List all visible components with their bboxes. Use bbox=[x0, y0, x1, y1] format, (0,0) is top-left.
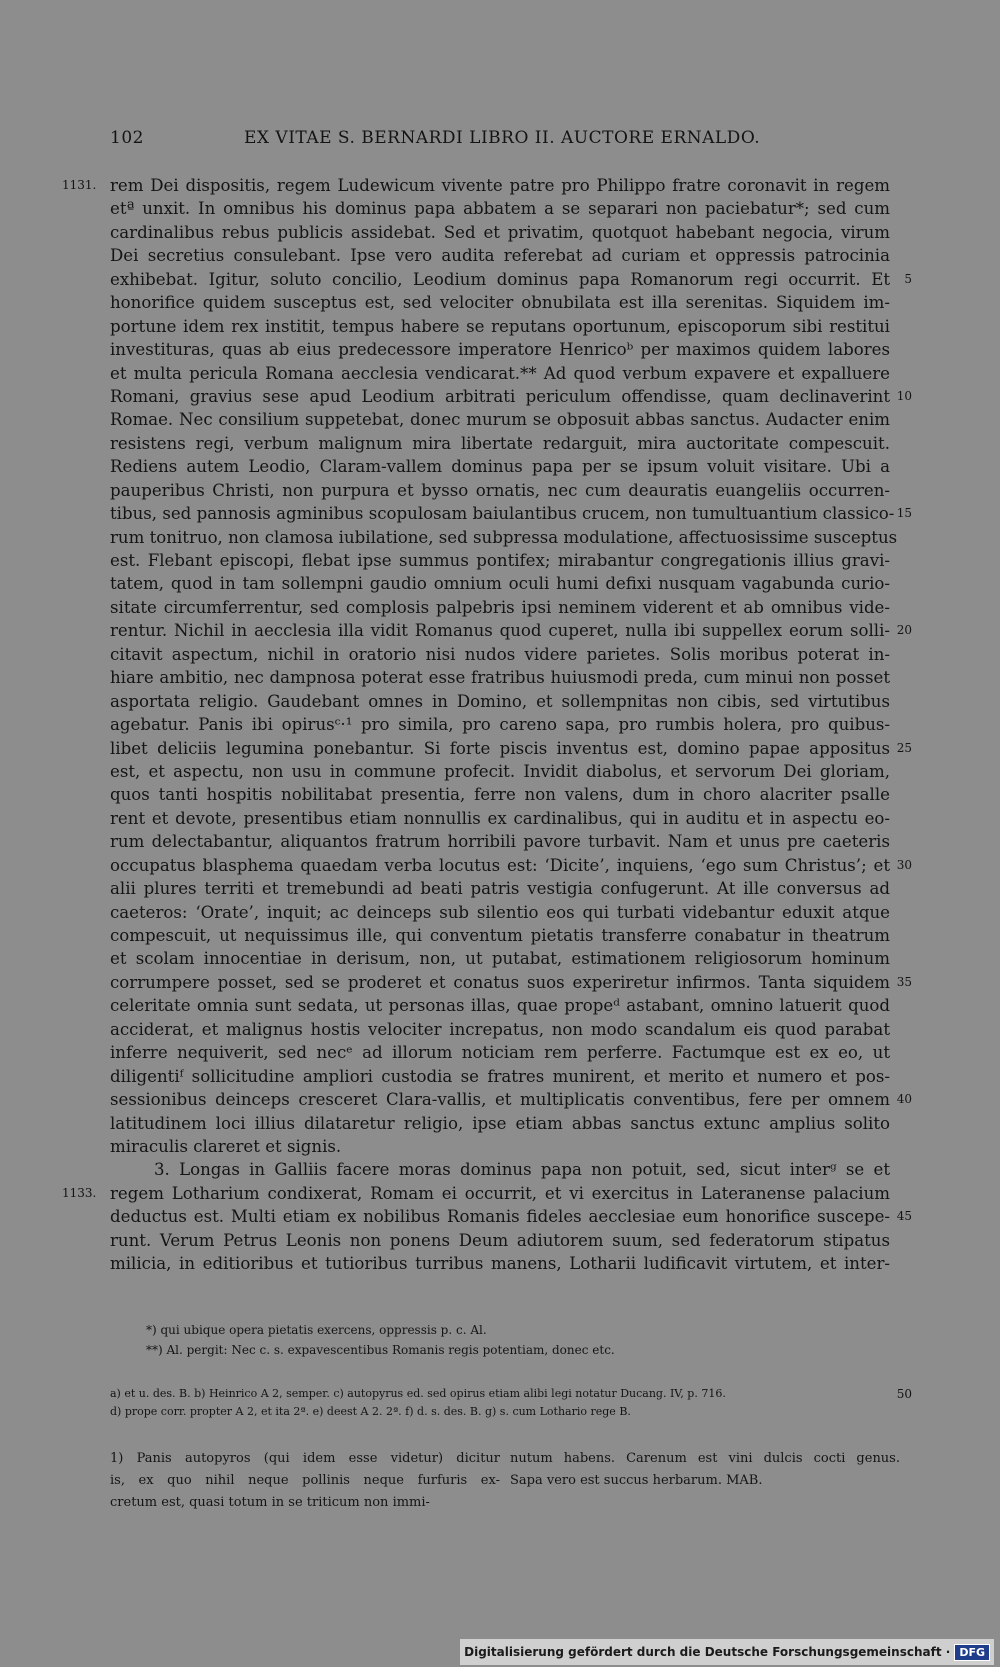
text-line: latitudinem loci illius dilataretur religio, ipse etiam abbas sanctus extunc amplius solito bbox=[110, 1113, 890, 1133]
text-line: 3. Longas in Galliis facere moras dominus papa non potuit, sed, sicut interᵍ se et bbox=[154, 1160, 890, 1180]
text-line: rum tonitruo, non clamosa iubilatione, sed subpressa modulatione, affectuosissime susceptus bbox=[110, 527, 898, 547]
footnote-line: **) Al. pergit: Nec c. s. expavescentibus Romanis regis potentiam, donec etc. bbox=[146, 1343, 615, 1357]
text-line: exhibebat. Igitur, soluto concilio, Leodium dominus papa Romanorum regi occurrit. Et 5 bbox=[110, 268, 890, 291]
text-line: portune idem rex institit, tempus habere se reputans oportunum, episcoporum sibi restitui bbox=[110, 316, 890, 336]
page-number: 102 bbox=[110, 128, 144, 148]
text-line: citavit aspectum, nichil in oratorio nisi nudos videre parietes. Solis moribus poterat in- bbox=[110, 644, 890, 664]
text-line: miraculis clareret et signis. bbox=[110, 1136, 342, 1156]
text-line: tatem, quod in tam sollempni gaudio omnium oculi humi defixi nusquam vagabunda curio- bbox=[110, 574, 890, 594]
line-number: 25 bbox=[896, 740, 912, 755]
text-line: est. Flebant episcopi, flebat ipse summus pontifex; mirabantur congregationis illius gravi- bbox=[110, 551, 890, 570]
text-line: est, et aspectu, non usu in commune profecit. Invidit diabolus, et servorum Dei gloriam, bbox=[110, 761, 890, 781]
text-line: alii plures territi et tremebundi ad beati patris vestigia confugerunt. At ille conversus ad bbox=[110, 879, 890, 899]
variant-line: a) et u. des. B. b) Heinrico A 2, semper. c) autopyrus ed. sed opirus etiam alibi legi notatur Ducang. IV, p. 716. 50 bbox=[110, 1387, 912, 1401]
footnote-line: 1) Panis autopyros (qui idem esse videtur) dicitur bbox=[110, 1451, 500, 1466]
footnote-line: cretum est, quasi totum in se triticum non immi- bbox=[110, 1495, 430, 1510]
line-number: 40 bbox=[896, 1092, 912, 1107]
text-line: milicia, in editioribus et tutioribus turribus manens, Lotharii ludificavit virtutem, et inter- bbox=[110, 1254, 890, 1274]
text-line: Romae. Nec consilium suppetebat, donec murum se obposuit abbas sanctus. Audacter enim bbox=[110, 410, 890, 430]
text-line: et multa pericula Romana aecclesia vendicarat.** Ad quod verbum expavere et expalluere bbox=[110, 363, 890, 383]
text-line: runt. Verum Petrus Leonis non ponens Deum adiutorem suum, sed federatorum stipatus bbox=[110, 1230, 890, 1250]
text-line: pauperibus Christi, non purpura et bysso ornatis, nec cum deauratis euangeliis occurren- bbox=[110, 480, 890, 500]
text-line: agebatur. Panis ibi opirusᶜ·¹ pro simila, pro careno sapa, pro rumbis holera, pro quibus- bbox=[110, 715, 890, 735]
text-line: honorifice quidem susceptus est, sed velociter obnubilata est illa serenitas. Siquidem im- bbox=[110, 293, 890, 313]
footnote-line: nutum habens. Carenum est vini dulcis cocti genus. bbox=[510, 1451, 900, 1466]
text-line: corrumpere posset, sed se proderet et conatus suos experiretur infirmos. Tanta siquidem 35 bbox=[110, 971, 890, 994]
text-line: inferre nequiverit, sed necᵉ ad illorum noticiam rem perferre. Factumque est ex eo, ut bbox=[110, 1043, 890, 1063]
footer-text: Digitalisierung gefördert durch die Deutsche Forschungsgemeinschaft · bbox=[464, 1645, 951, 1659]
text-line: diligentiᶠ sollicitudine ampliori custodia se fratres munirent, et merito et numero et pos- bbox=[110, 1066, 890, 1086]
text-line: compescuit, ut nequissimus ille, qui conventum pietatis transferre conabatur in theatrum bbox=[110, 926, 890, 945]
text-line: Rediens autem Leodio, Claram-vallem dominus papa per se ipsum voluit visitare. Ubi a bbox=[110, 457, 890, 477]
text-line: cardinalibus rebus publicis assidebat. Sed et privatim, quotquot habebant negocia, virum bbox=[110, 222, 890, 242]
text-line: resistens regi, verbum malignum mira libertate redarguit, mira auctoritate compescuit. bbox=[110, 433, 890, 453]
text-line: rent et devote, presentibus etiam nonnullis ex cardinalibus, qui in auditu et in aspectu eo- bbox=[110, 808, 890, 828]
text-line: Romani, gravius sese apud Leodium arbitrati periculum offendisse, quam declinaverint 10 bbox=[110, 385, 890, 408]
text-line: 1133. regem Lotharium condixerat, Romam ei occurrit, et vi exercitus in Lateranense palacium bbox=[110, 1182, 890, 1205]
text-line: caeteros: ‘Orate’, inquit; ac deinceps sub silentio eos qui turbati videbantur eduxit atque bbox=[110, 902, 890, 922]
text-line: acciderat, et malignus hostis velociter increpatus, non modo scandalum eis quod parabat bbox=[110, 1019, 890, 1039]
text-line: hiare ambitio, nec dampnosa poterat esse fratribus huiusmodi preda, cum minui non posset bbox=[110, 668, 890, 688]
text-line: sitate circumferrentur, sed complosis palpebris ipsi neminem viderent et ab omnibus vide- bbox=[110, 597, 890, 617]
text-line: et scolam innocentiae in derisum, non, ut putabat, estimationem religiosorum hominum bbox=[110, 949, 890, 969]
text-line: rentur. Nichil in aecclesia illa vidit Romanus quod cuperet, nulla ibi suppellex eorum solli- 20 bbox=[110, 619, 890, 642]
variant-readings bbox=[110, 1385, 912, 1421]
line-number: 15 bbox=[896, 506, 912, 521]
text-line: celeritate omnia sunt sedata, ut personas illas, quae propeᵈ astabant, omnino latuerit quod bbox=[110, 996, 890, 1016]
dfg-logo: DFG bbox=[954, 1644, 990, 1661]
footnote-line: Sapa vero est succus herbarum. MAB. bbox=[510, 1473, 763, 1488]
text-line: investituras, quas ab eius predecessore imperatore Henricoᵇ per maximos quidem labores bbox=[110, 340, 890, 360]
text-line: deductus est. Multi etiam ex nobilibus Romanis fideles aecclesiae eum honorifice suscepe- 45 bbox=[110, 1205, 890, 1228]
asterisk-footnotes bbox=[146, 1320, 615, 1360]
text-line: occupatus blasphema quaedam verba locutus est: ‘Dicite’, inquiens, ‘ego sum Christus’; et 30 bbox=[110, 854, 890, 877]
line-number: 50 bbox=[896, 1387, 912, 1401]
text-line: rum delectabantur, aliquantos fratrum horribili pavore turbavit. Nam et unus pre caeteris bbox=[110, 832, 890, 852]
text-line: tibus, sed pannosis agminibus scopulosam baiulantibus crucem, non tumultuantium classico- 15 bbox=[110, 502, 890, 525]
year-marker: 1131. bbox=[62, 178, 97, 192]
variant-line: d) prope corr. propter A 2, et ita 2ª. e) deest A 2. 2ª. f) d. s. des. B. g) s. cum Lothario rege B. bbox=[110, 1405, 631, 1418]
footnote-line: is, ex quo nihil neque pollinis neque furfuris ex- bbox=[110, 1473, 500, 1488]
year-marker: 1133. bbox=[62, 1185, 97, 1200]
line-number: 10 bbox=[896, 388, 912, 403]
text-line: libet deliciis legumina ponebantur. Si forte piscis inventus est, domino papae appositus 25 bbox=[110, 737, 890, 760]
text-line: etª unxit. In omnibus his dominus papa abbatem a se separari non paciebatur*; sed cum bbox=[110, 199, 890, 219]
text-line: Dei secretius consulebant. Ipse vero audita referebat ad curiam et oppressis patrocinia bbox=[110, 246, 890, 266]
footnote-column-right bbox=[510, 1448, 900, 1492]
text-line: 1131. rem Dei dispositis, regem Ludewicum vivente patre pro Philippo fratre coronavit in regem bbox=[110, 174, 890, 197]
main-text bbox=[62, 174, 912, 1276]
text-line: sessionibus deinceps cresceret Clara-vallis, et multiplicatis conventibus, fere per omnem 40 bbox=[110, 1088, 890, 1111]
line-number: 20 bbox=[896, 623, 912, 638]
footnote-column-left bbox=[110, 1448, 500, 1514]
text-line: quos tanti hospitis nobilitabat presentia, ferre non valens, dum in choro alacriter psalle bbox=[110, 785, 890, 805]
text-line: asportata religio. Gaudebant omnes in Domino, et sollempnitas non cibis, sed virtutibus bbox=[110, 691, 890, 711]
running-title: EX VITAE S. BERNARDI LIBRO II. AUCTORE ERNALDO. bbox=[244, 128, 761, 148]
line-number: 30 bbox=[896, 857, 912, 872]
dfg-footer bbox=[460, 1639, 994, 1665]
footnote-line: *) qui ubique opera pietatis exercens, oppressis p. c. Al. bbox=[146, 1323, 487, 1337]
line-number: 5 bbox=[904, 271, 912, 286]
line-number: 35 bbox=[896, 974, 912, 989]
line-number: 45 bbox=[896, 1209, 912, 1224]
